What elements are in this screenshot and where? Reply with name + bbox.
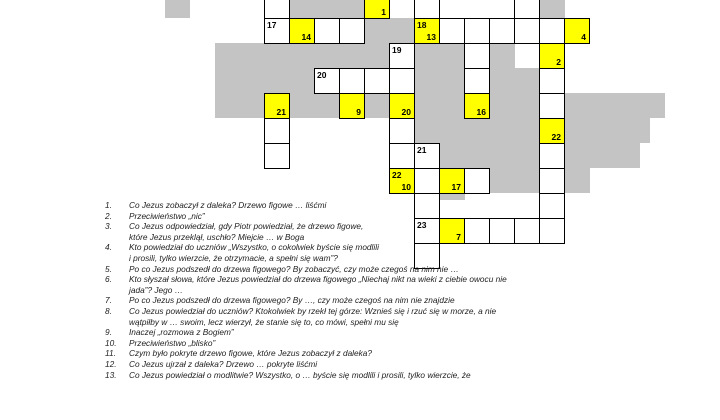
- solution-index: 4: [581, 32, 586, 42]
- crossword-cell[interactable]: [389, 143, 415, 169]
- solution-index: 16: [476, 107, 486, 117]
- clue-number: 6.: [105, 274, 112, 285]
- clue-number: 13.: [105, 369, 117, 380]
- clue-item: [105, 338, 705, 349]
- clue-item: [105, 295, 705, 306]
- crossword-cell[interactable]: [464, 68, 490, 94]
- gray-region: [165, 0, 190, 18]
- crossword-cell[interactable]: [264, 118, 290, 144]
- solution-index: 9: [356, 107, 361, 117]
- crossword-cell[interactable]: [389, 43, 415, 69]
- clue-text: Po co Jezus podszedł do drzewa figowego? By …, czy może czegoś na nim nie znajdzie: [129, 295, 455, 306]
- crossword-cell[interactable]: [264, 143, 290, 169]
- solution-index: 10: [401, 182, 411, 192]
- crossword-cell[interactable]: [314, 68, 340, 94]
- crossword-cell[interactable]: [389, 168, 415, 194]
- clue-text: Co Jezus powiedział do uczniów? Ktokolwiek by rzekł tej górze: Wznieś się i rzuć się w morze, a nie wątpiłby w … swoim, lecz wierzył, że stanie się to, co mówi, spełni mu się: [129, 305, 497, 327]
- crossword-cell[interactable]: [364, 0, 390, 19]
- solution-index: 2: [556, 57, 561, 67]
- clue-text: Co Jezus odpowiedział, gdy Piotr powiedział, że drzewo figowe, które Jezus przeklął, uschło? Miejcie … w Boga: [129, 221, 364, 242]
- cell-number: 22: [392, 170, 402, 180]
- clue-text: Co Jezus zobaczył z daleka? Drzewo figowe … liśćmi: [129, 200, 327, 210]
- crossword-cell[interactable]: [539, 18, 565, 44]
- crossword-cell[interactable]: [539, 68, 565, 94]
- clue-text: Przeciwieństwo „blisko”: [129, 337, 216, 348]
- clue-number: 9.: [105, 327, 112, 338]
- crossword-cell[interactable]: [539, 118, 565, 144]
- crossword-cell[interactable]: [339, 93, 365, 119]
- crossword-cell[interactable]: [464, 43, 490, 69]
- cell-number: 18: [417, 20, 427, 30]
- crossword-cell[interactable]: [414, 18, 440, 44]
- clue-number: 7.: [105, 295, 112, 306]
- crossword-cell[interactable]: [389, 68, 415, 94]
- solution-index: 20: [401, 107, 411, 117]
- crossword-cell[interactable]: [389, 118, 415, 144]
- clue-text: Kto słyszał słowa, które Jezus powiedział do drzewa figowego „Niechaj nikt na wieki z ciebie owocu nie jada”? Jego …: [129, 274, 507, 295]
- cell-number: 20: [317, 70, 327, 80]
- crossword-cell[interactable]: [539, 143, 565, 169]
- clue-item: [105, 348, 705, 359]
- clue-item: [105, 370, 705, 381]
- clue-number: 5.: [105, 263, 112, 274]
- gray-region: [415, 118, 650, 143]
- clue-number: 3.: [105, 221, 112, 232]
- clue-text: Co Jezus powiedział o modlitwie? Wszystko, o … byście się modlili i prosili, tylko wierzcie, że: [129, 369, 471, 380]
- clue-number: 1.: [105, 200, 112, 210]
- solution-index: 21: [276, 107, 286, 117]
- clue-number: 8.: [105, 305, 112, 316]
- solution-index: 14: [301, 32, 311, 42]
- crossword-cell[interactable]: [364, 68, 390, 94]
- clue-item: [105, 200, 705, 211]
- clue-item: [105, 211, 705, 222]
- clue-item: [105, 359, 705, 370]
- clue-item: [105, 242, 705, 263]
- crossword-cell[interactable]: [289, 18, 315, 44]
- cell-number: 19: [392, 45, 402, 55]
- gray-region: [290, 0, 365, 18]
- crossword-cell[interactable]: [389, 93, 415, 119]
- crossword-cell[interactable]: [464, 18, 490, 44]
- crossword-cell[interactable]: [514, 0, 540, 19]
- crossword-cell[interactable]: [414, 168, 440, 194]
- gray-region: [540, 0, 565, 18]
- solution-index: 17: [451, 182, 461, 192]
- clue-text: Inaczej „rozmowa z Bogiem”: [129, 327, 234, 338]
- clue-number: 11.: [105, 348, 116, 359]
- crossword-cell[interactable]: [564, 18, 590, 44]
- crossword-cell[interactable]: [539, 93, 565, 119]
- crossword-cell[interactable]: [339, 68, 365, 94]
- clue-item: [105, 306, 705, 327]
- crossword-cell[interactable]: [439, 18, 465, 44]
- clue-list: [105, 200, 705, 380]
- cell-number: 17: [267, 20, 277, 30]
- clue-item: [105, 327, 705, 338]
- solution-index: 1: [381, 7, 386, 17]
- cell-number: 21: [417, 145, 427, 155]
- solution-index: 22: [551, 132, 561, 142]
- cell-number: 23: [417, 220, 427, 230]
- crossword-cell[interactable]: [439, 168, 465, 194]
- clue-text: Kto powiedział do uczniów „Wszystko, o cokolwiek byście się modlili i prosili, tylko wierzcie, że otrzymacie, a spełni się wam”?: [129, 242, 379, 263]
- crossword-cell[interactable]: [514, 18, 540, 44]
- crossword-cell[interactable]: [314, 18, 340, 44]
- clue-number: 10.: [105, 337, 117, 348]
- clue-item: [105, 274, 705, 295]
- clue-text: Co Jezus ujrzał z daleka? Drzewo … pokryte liśćmi: [129, 358, 318, 369]
- solution-index: 7: [456, 232, 461, 242]
- crossword-cell[interactable]: [264, 18, 290, 44]
- crossword-cell[interactable]: [464, 168, 490, 194]
- crossword-cell[interactable]: [539, 43, 565, 69]
- crossword-cell[interactable]: [414, 0, 440, 19]
- clue-number: 12.: [105, 358, 117, 369]
- crossword-cell[interactable]: [464, 93, 490, 119]
- clue-text: Czym było pokryte drzewo figowe, które Jezus zobaczył z daleka?: [129, 348, 373, 359]
- crossword-cell[interactable]: [264, 93, 290, 119]
- crossword-cell[interactable]: [264, 0, 290, 19]
- crossword-cell[interactable]: [414, 143, 440, 169]
- solution-index: 13: [426, 32, 436, 42]
- crossword-cell[interactable]: [539, 168, 565, 194]
- clue-text: Po co Jezus podszedł do drzewa figowego? By zobaczyć, czy może czegoś na nim nie …: [129, 263, 459, 274]
- crossword-cell[interactable]: [489, 18, 515, 44]
- clue-number: 2.: [105, 210, 112, 221]
- clue-item: [105, 221, 705, 242]
- clue-text: Przeciwieństwo „nic”: [129, 210, 205, 221]
- crossword-cell[interactable]: [339, 18, 365, 44]
- clue-number: 4.: [105, 242, 112, 253]
- clue-item: [105, 264, 705, 275]
